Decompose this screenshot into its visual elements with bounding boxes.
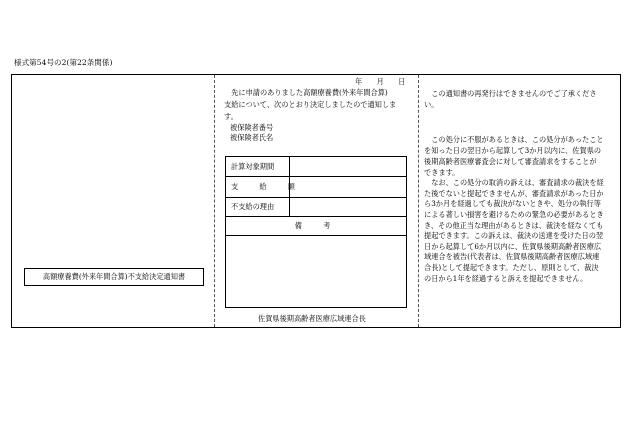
right-column-line: 合長)として提起できます。ただし、原則として、裁決 (424, 263, 599, 272)
notice-title: 高額療養費(外来年間合算)不支給決定通知書 (42, 272, 186, 281)
right-column-line: き、その他正当な理由があるときは、裁決を経なくても (424, 221, 604, 230)
date-line: 年 月 日 (355, 77, 406, 86)
notice-title-box (24, 268, 204, 286)
notice-body-line: す。 (224, 112, 238, 121)
payment-amount-label: 支 給 額 (226, 176, 290, 197)
right-column-line: この通知書の再発行はできませんのでご了承くださ (424, 89, 597, 98)
right-column-line: い。 (424, 100, 439, 109)
table-row (226, 176, 406, 198)
remarks-label: 備 考 (294, 221, 338, 230)
right-column-line: 日から起算して6か月以内に、佐賀県後期高齢者医療広 (424, 242, 602, 251)
right-column-line: 後期高齢者医療審査会に対して審査請求をすることが (424, 157, 597, 166)
table-row (226, 157, 406, 177)
right-column-line: できます。 (424, 168, 460, 177)
right-column-line: た後でないと提起できませんが、審査請求があった日か (424, 189, 604, 198)
right-column-line: この処分に不服があるときは、この処分があったこと (424, 135, 604, 144)
remarks-header-row (226, 216, 406, 236)
insured-name-label: 被保険者氏名 (230, 133, 274, 142)
right-column-line: 域連合を被告(代表者は、佐賀県後期高齢者医療広域連 (424, 252, 600, 261)
non-payment-reason-label: 不支給の理由 (226, 197, 290, 216)
fold-line-left (214, 75, 215, 327)
table-row (226, 197, 406, 217)
right-column-line: ら3か月を経過しても裁決がないときや、処分の執行等 (424, 199, 601, 208)
right-column-line: による著しい損害を避けるための緊急の必要があるとき (424, 210, 604, 219)
issuer: 佐賀県後期高齢者医療広域連合長 (258, 314, 366, 323)
decision-table (225, 156, 407, 308)
right-column-line: の日から1年を経過すると訴えを提起できません。 (424, 274, 588, 283)
notice-body-line: 支給について、次のとおり決定しましたので通知しま (224, 100, 397, 109)
right-column-line: 提起できます。この訴えは、裁決の送達を受けた日の翌 (424, 231, 604, 240)
calc-period-label: 計算対象期間 (226, 157, 290, 176)
right-column-line: を知った日の翌日から起算して3か月以内に、佐賀県の (424, 146, 602, 155)
fold-line-right (418, 75, 419, 327)
notice-body-line: 先に申請のありました高額療養費(外来年間合算) (224, 88, 388, 97)
form-number: 様式第54号の2(第22条関係) (14, 58, 113, 67)
insured-number-label: 被保険者番号 (230, 123, 274, 132)
right-column-line: なお、この処分の取消の訴えは、審査請求の裁決を経 (424, 178, 604, 187)
